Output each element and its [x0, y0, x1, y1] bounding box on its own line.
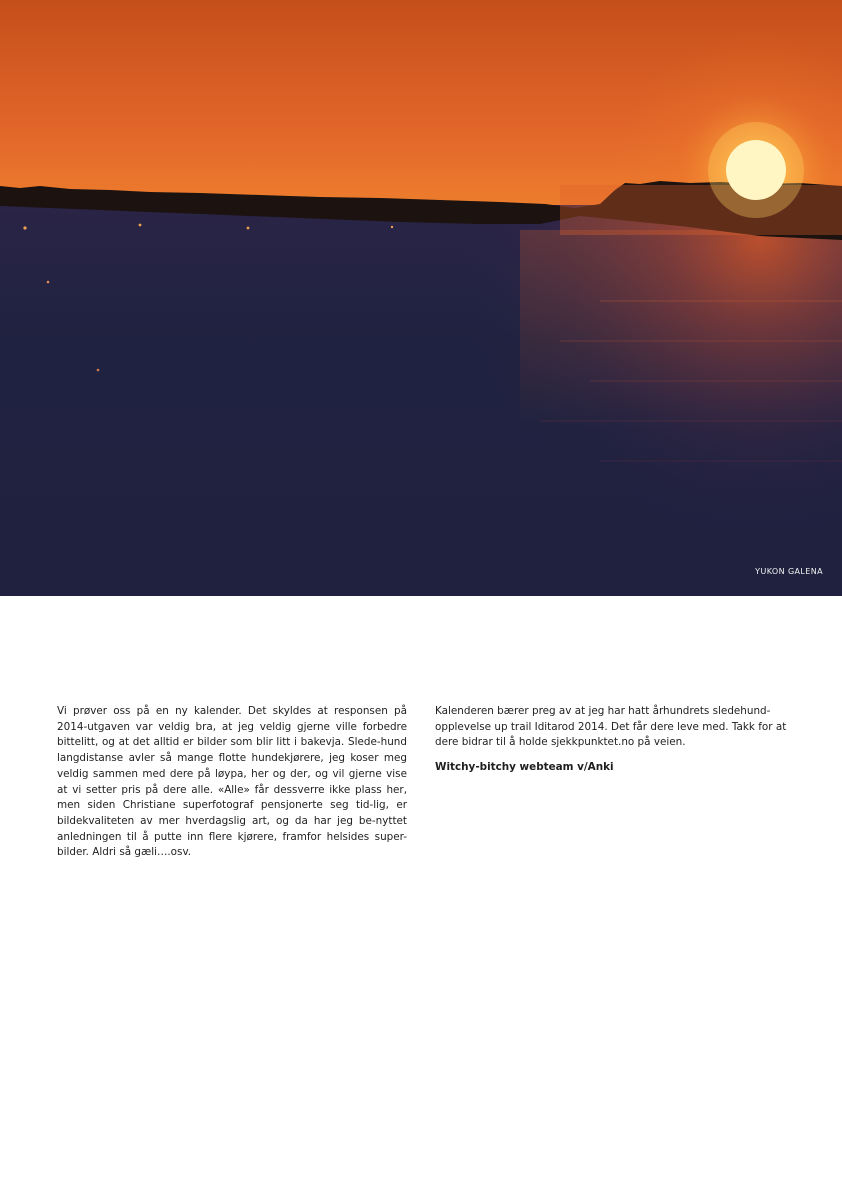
- photo-caption: YUKON GALENA: [755, 567, 823, 576]
- closing-paragraph: Kalenderen bærer preg av at jeg har hatt århundrets sledehund-opplevelse up trail Iditarod 2014. Det får dere leve med. Takk for at dere bidrar til å holde sjekkpunktet.no på veien.: [435, 705, 787, 749]
- article-left-column: [57, 704, 407, 861]
- article-right-column: [435, 704, 787, 776]
- intro-paragraph: Vi prøver oss på en ny kalender. Det skyldes at responsen på 2014-utgaven var veldig bra, at jeg veldig gjerne ville forbedre bittelitt, og at det alltid er bilder som blir litt i bakevja. Slede-hund langdistanse avler så mange flotte hundekjørere, jeg koser meg veldig sammen med dere på løypa, her og der, og vil gjerne vise at vi setter pris på dere alle. «Alle» får dessverre ikke plass her, men siden Christiane superfotograf pensjonerte seg tid-lig, er bildekvaliteten av mer hverdagslig art, og da har jeg be-nyttet anledningen til å putte inn flere kjørere, framfor helsides super-bilder. Aldri så gæli….osv.: [57, 705, 407, 859]
- signature: Witchy-bitchy webteam v/Anki: [435, 761, 614, 774]
